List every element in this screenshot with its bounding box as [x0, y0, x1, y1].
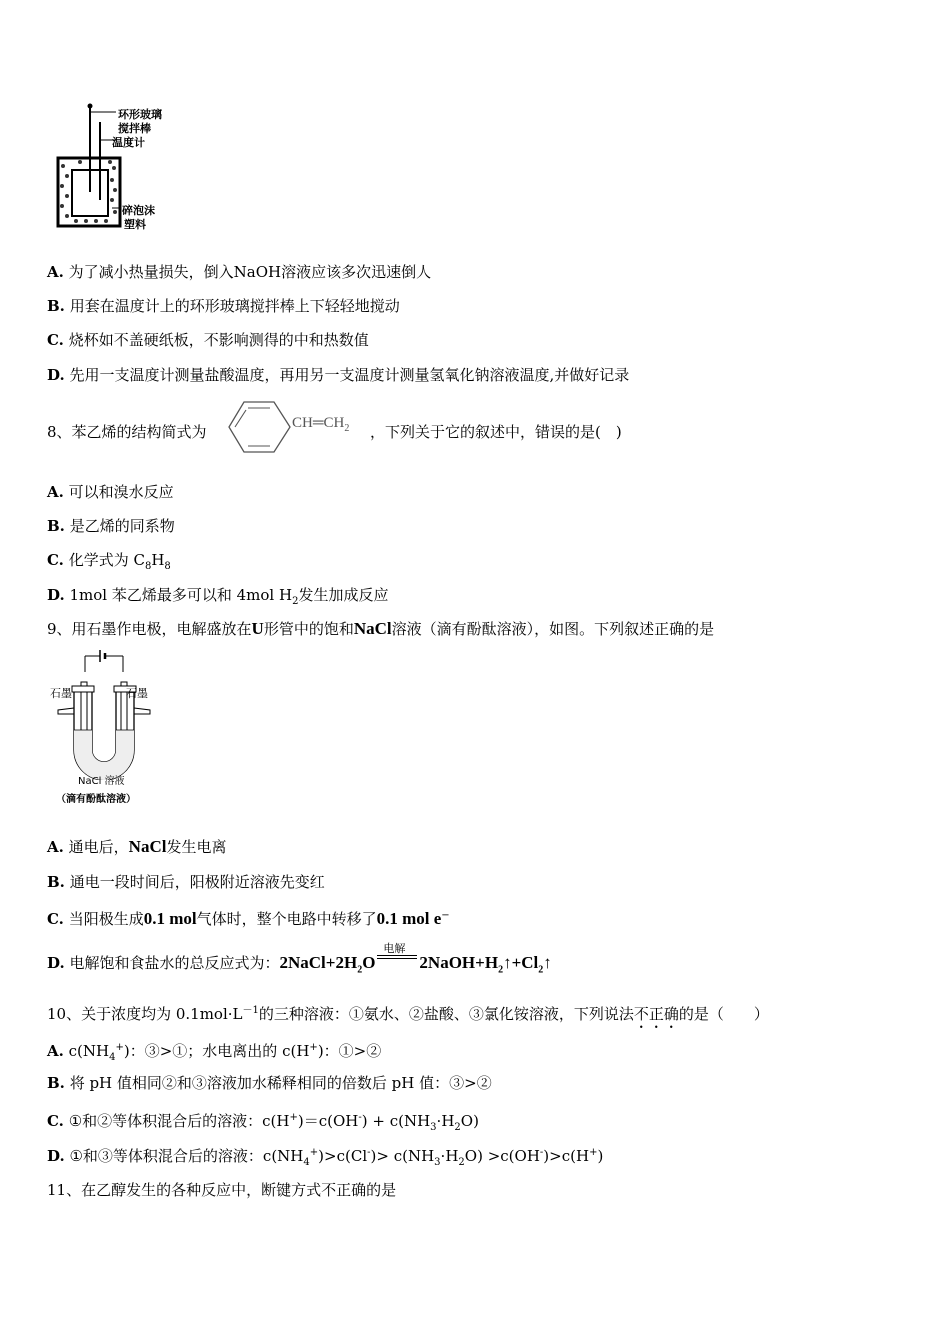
q8-option-b — [47, 516, 175, 536]
q8-option-a — [47, 482, 174, 502]
q8-option-c — [47, 550, 171, 577]
option-text: 1mol 苯乙烯最多可以和 4mol H — [69, 586, 293, 604]
superscript: − — [441, 910, 450, 921]
option-letter: B. — [47, 1074, 65, 1092]
q10-stem-part3: 的是（ ） — [678, 1005, 769, 1023]
option-letter: C. — [47, 1112, 64, 1130]
subscript: 2 — [538, 964, 544, 976]
option-text-4: ·H — [440, 1147, 459, 1165]
option-text: 可以和溴水反应 — [68, 483, 174, 501]
ch2-label: CH — [323, 415, 345, 431]
option-letter: A. — [47, 838, 64, 856]
superscript: + — [309, 1147, 319, 1158]
label-phenolphthalein: （滴有酚酞溶液） — [56, 794, 136, 805]
q10-option-d — [47, 1143, 603, 1173]
label-foam-1: 碎泡沫 — [122, 204, 155, 217]
q7-option-c — [47, 330, 369, 350]
q10-option-c — [47, 1108, 479, 1138]
double-bond: ═ — [312, 415, 324, 431]
subscript: 3 — [434, 1157, 441, 1168]
equation-lhs — [279, 953, 376, 976]
q9-stem-part2: 形管中的饱和 — [263, 620, 354, 638]
q7-option-d — [47, 365, 629, 385]
superscript: + — [289, 1112, 298, 1123]
option-text-5: O) >c(OH — [464, 1147, 540, 1165]
option-text-6: )>c(H — [543, 1147, 590, 1165]
q9-option-c — [47, 906, 450, 929]
option-letter: C. — [47, 551, 64, 569]
q10-option-a — [47, 1038, 381, 1068]
q11-stem: 11、在乙醇发生的各种反应中，断键方式不正确的是 — [47, 1181, 397, 1199]
subscript: 2 — [498, 964, 504, 976]
superscript: －1 — [242, 1005, 259, 1016]
option-letter: A. — [47, 1042, 64, 1060]
superscript: + — [309, 1042, 318, 1053]
condition-label: 电解 — [383, 942, 406, 955]
ch-label: CH — [292, 415, 313, 431]
q9-option-d — [47, 942, 552, 980]
option-text-3: ) + c(NH — [361, 1112, 431, 1130]
calorimeter-figure — [50, 100, 180, 230]
option-text: 将 pH 值相同②和③溶液加水稀释相同的倍数后 pH 值：③>② — [69, 1074, 492, 1092]
superscript: + — [115, 1042, 124, 1053]
option-text: 是乙烯的同系物 — [69, 517, 175, 535]
option-text-end: )：①>② — [317, 1042, 382, 1060]
subscript: 2 — [357, 964, 363, 976]
q9-stem — [47, 619, 714, 639]
subscript: 8 — [144, 561, 152, 572]
option-text: 当阳极生成 — [68, 910, 144, 928]
option-text-mid: 气体时，整个电路中转移了 — [196, 910, 377, 928]
option-text-4: ·H — [436, 1112, 455, 1130]
q9-option-b — [47, 872, 325, 892]
option-text-7: ) — [597, 1147, 604, 1165]
q8-stem-after: ，下列关于它的叙述中，错误的是( ) — [370, 423, 622, 441]
u-tube-drawing — [48, 650, 168, 780]
q9-option-a — [47, 837, 226, 857]
q8-stem-before: 8、苯乙烯的结构简式为 — [47, 423, 207, 441]
superscript: - — [539, 1147, 544, 1158]
option-text: 用套在温度计上的环形玻璃搅拌棒上下轻轻地搅动 — [69, 297, 400, 315]
option-text-end: 发生电离 — [166, 838, 227, 856]
option-letter: B. — [47, 517, 65, 535]
q10-stem-part2: 的三种溶液：①氨水、②盐酸、③氯化铵溶液，下列说法 — [258, 1005, 634, 1023]
q10-stem — [47, 1001, 769, 1032]
superscript: + — [589, 1147, 598, 1158]
reaction-condition — [375, 942, 419, 973]
label-stirrer-2: 搅拌棒 — [118, 122, 151, 135]
q9-stem-part1: 9、用石墨作电极，电解盛放在 — [47, 620, 252, 638]
option-text-5: O) — [460, 1112, 479, 1130]
lhs-part2: O — [362, 953, 376, 972]
subscript: 8 — [164, 561, 171, 572]
q7-option-b — [47, 296, 400, 316]
option-text: c(NH — [68, 1042, 110, 1060]
option-text-mid: )：③>①；水电离出的 c(H — [123, 1042, 310, 1060]
ch2-subscript: 2 — [344, 423, 350, 434]
option-text: ①和③等体积混合后的溶液：c(NH — [69, 1147, 304, 1165]
label-foam-2: 塑料 — [124, 218, 146, 231]
option-text-2: )>c(Cl — [318, 1147, 368, 1165]
label-right-electrode: 石墨 — [126, 687, 148, 700]
label-solution: NaCl 溶液 — [78, 776, 125, 787]
option-letter: D. — [47, 1147, 65, 1165]
option-letter: D. — [47, 586, 65, 604]
option-letter: A. — [47, 483, 64, 501]
q10-stem-emphasis: 不正确 — [633, 1005, 679, 1023]
label-thermometer: 温度计 — [112, 136, 145, 149]
subscript: 4 — [109, 1052, 116, 1063]
subscript: 3 — [430, 1122, 437, 1133]
subscript: 4 — [303, 1157, 310, 1168]
option-nacl: NaCl — [128, 837, 167, 856]
q9-stem-u: U — [251, 619, 264, 638]
option-letter: A. — [47, 263, 64, 281]
option-text-end: 发生加成反应 — [298, 586, 389, 604]
q7-option-a — [47, 262, 431, 282]
superscript: - — [367, 1147, 371, 1158]
subscript: 2 — [458, 1157, 465, 1168]
subscript: 2 — [454, 1122, 461, 1133]
option-text-mid: H — [151, 551, 165, 569]
option-letter: C. — [47, 910, 64, 928]
option-amount-1: 0.1 mol — [143, 909, 197, 928]
label-stirrer-1: 环形玻璃 — [118, 108, 162, 121]
superscript: - — [358, 1112, 362, 1123]
u-tube-figure — [48, 650, 168, 810]
option-text: 为了减小热量损失，倒入NaOH溶液应该多次迅速倒人 — [68, 263, 432, 281]
option-letter: D. — [47, 954, 65, 972]
rhs-part2: ↑+Cl — [503, 953, 539, 972]
equation-rhs — [419, 953, 552, 976]
option-text-2: )＝c(OH — [297, 1112, 359, 1130]
option-text: ①和②等体积混合后的溶液：c(H — [68, 1112, 290, 1130]
q10-stem-part1: 10、关于浓度均为 0.1mol·L — [47, 1005, 243, 1023]
lhs-part1: 2NaCl+2H — [279, 953, 358, 972]
equals-bar — [377, 955, 417, 959]
option-letter: D. — [47, 366, 65, 384]
option-text: 烧杯如不盖硬纸板，不影响测得的中和热数值 — [68, 331, 369, 349]
vinyl-group — [292, 415, 349, 434]
option-letter: B. — [47, 297, 65, 315]
option-text: 通电一段时间后，阳极附近溶液先变红 — [69, 873, 325, 891]
option-letter: C. — [47, 331, 64, 349]
option-text: 电解饱和食盐水的总反应式为： — [69, 954, 280, 972]
benzene-ring-icon — [226, 398, 296, 456]
option-text: 通电后， — [68, 838, 129, 856]
option-amount-2: 0.1 mol e — [376, 909, 442, 928]
option-text-3: )> c(NH — [370, 1147, 435, 1165]
label-left-electrode: 石墨 — [50, 687, 72, 700]
option-text: 先用一支温度计测量盐酸温度，再用另一支温度计测量氢氧化钠溶液温度,并做好记录 — [69, 366, 630, 384]
rhs-part1: 2NaOH+H — [419, 953, 499, 972]
option-text: 化学式为 C — [68, 551, 145, 569]
subscript: 2 — [292, 596, 299, 607]
styrene-structure — [226, 398, 376, 456]
option-letter: B. — [47, 873, 65, 891]
q10-option-b — [47, 1073, 492, 1093]
q8-option-d — [47, 585, 388, 612]
q9-stem-part3: 溶液（滴有酚酞溶液），如图。下列叙述正确的是 — [391, 620, 715, 638]
rhs-part3: ↑ — [543, 953, 552, 972]
q9-stem-nacl: NaCl — [353, 619, 392, 638]
